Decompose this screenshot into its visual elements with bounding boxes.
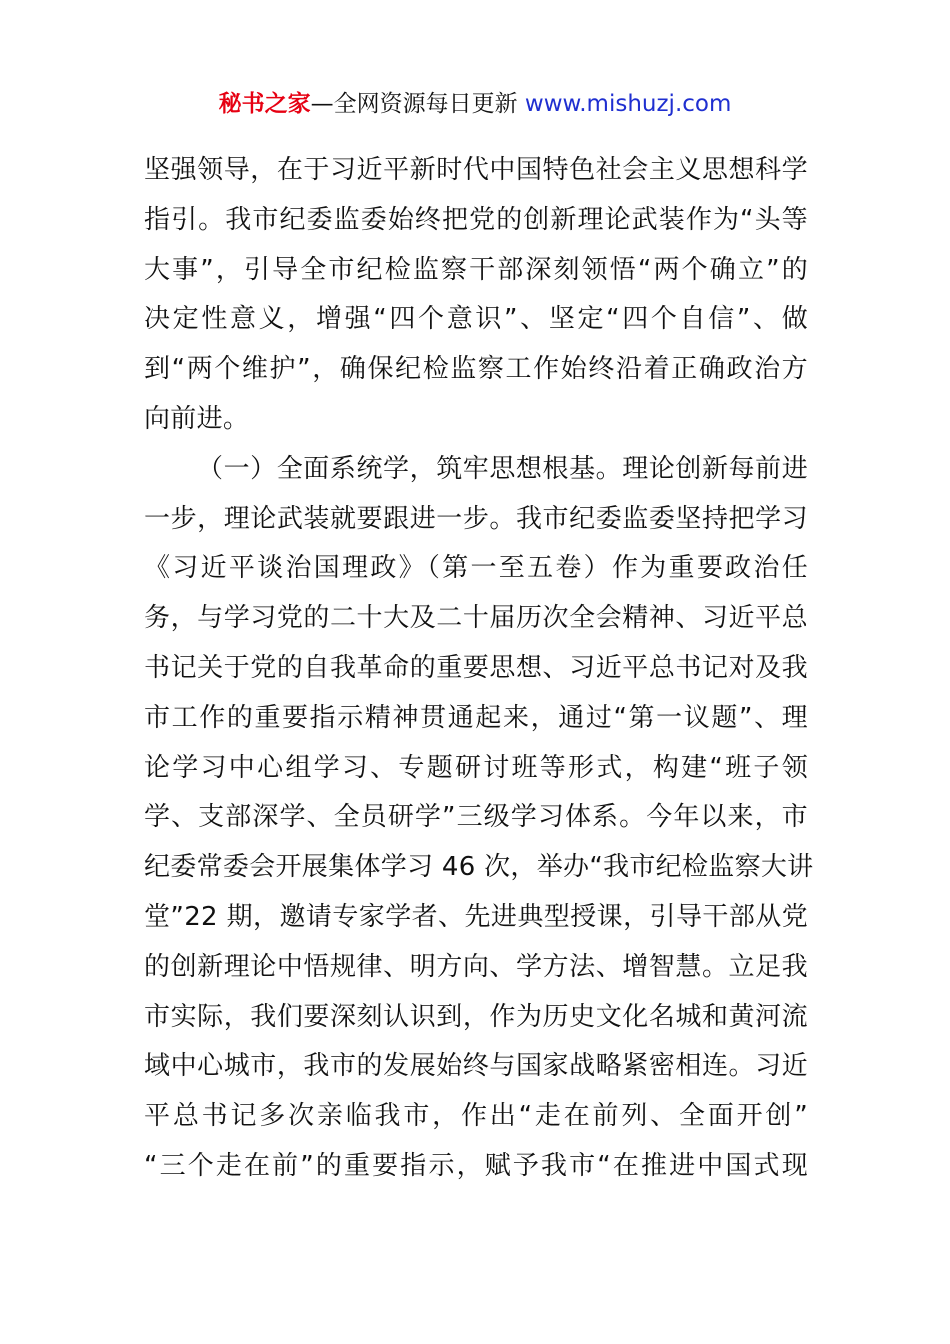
text-line: 市实际，我们要深刻认识到，作为历史文化名城和黄河流 [144, 1001, 808, 1032]
header-tagline: —全网资源每日更新 [310, 91, 518, 117]
text-line: 纪委常委会开展集体学习 46 次，举办“我市纪检监察大讲 [144, 852, 814, 883]
text-line: 决定性意义，增强“四个意识”、坚定“四个自信”、做 [144, 304, 808, 335]
section-heading-line: （一）全面系统学，筑牢思想根基。理论创新每前进 [197, 453, 808, 484]
site-header [0, 86, 950, 122]
text-line: 坚强领导，在于习近平新时代中国特色社会主义思想科学 [144, 155, 808, 185]
text-line: 一步，理论武装就要跟进一步。我市纪委监委坚持把学习 [144, 503, 808, 534]
text-line: 指引。我市纪委监委始终把党的创新理论武装作为“头等 [144, 204, 808, 235]
text-line: 的创新理论中悟规律、明方向、学方法、增智慧。立足我 [144, 951, 808, 982]
text-line: 学、支部深学、全员研学”三级学习体系。今年以来，市 [144, 802, 808, 833]
text-line: 平总书记多次亲临我市，作出“走在前列、全面开创” [144, 1101, 808, 1132]
text-line: 向前进。 [144, 403, 250, 434]
text-line: 到“两个维护”，确保纪检监察工作始终沿着正确政治方 [144, 354, 808, 385]
text-line: 论学习中心组学习、专题研讨班等形式，构建“班子领 [144, 752, 808, 783]
document-body [144, 146, 814, 1192]
text-line: 务，与学习党的二十大及二十届历次全会精神、习近平总 [144, 603, 808, 634]
text-line: 《习近平谈治国理政》（第一至五卷）作为重要政治任 [144, 553, 808, 584]
text-line: 堂”22 期，邀请专家学者、先进典型授课，引导干部从党 [144, 901, 808, 932]
text-line: 书记关于党的自我革命的重要思想、习近平总书记对及我 [144, 652, 808, 683]
text-line: 域中心城市，我市的发展始终与国家战略紧密相连。习近 [144, 1051, 808, 1082]
text-line: “三个走在前”的重要指示，赋予我市“在推进中国式现 [144, 1150, 808, 1181]
text-line: 大事”，引导全市纪检监察干部深刻领悟“两个确立”的 [144, 254, 808, 285]
brand-name: 秘书之家 [218, 91, 311, 117]
text-line: 市工作的重要指示精神贯通起来，通过“第一议题”、理 [144, 702, 808, 733]
site-url[interactable]: www.mishuzj.com [524, 91, 732, 117]
